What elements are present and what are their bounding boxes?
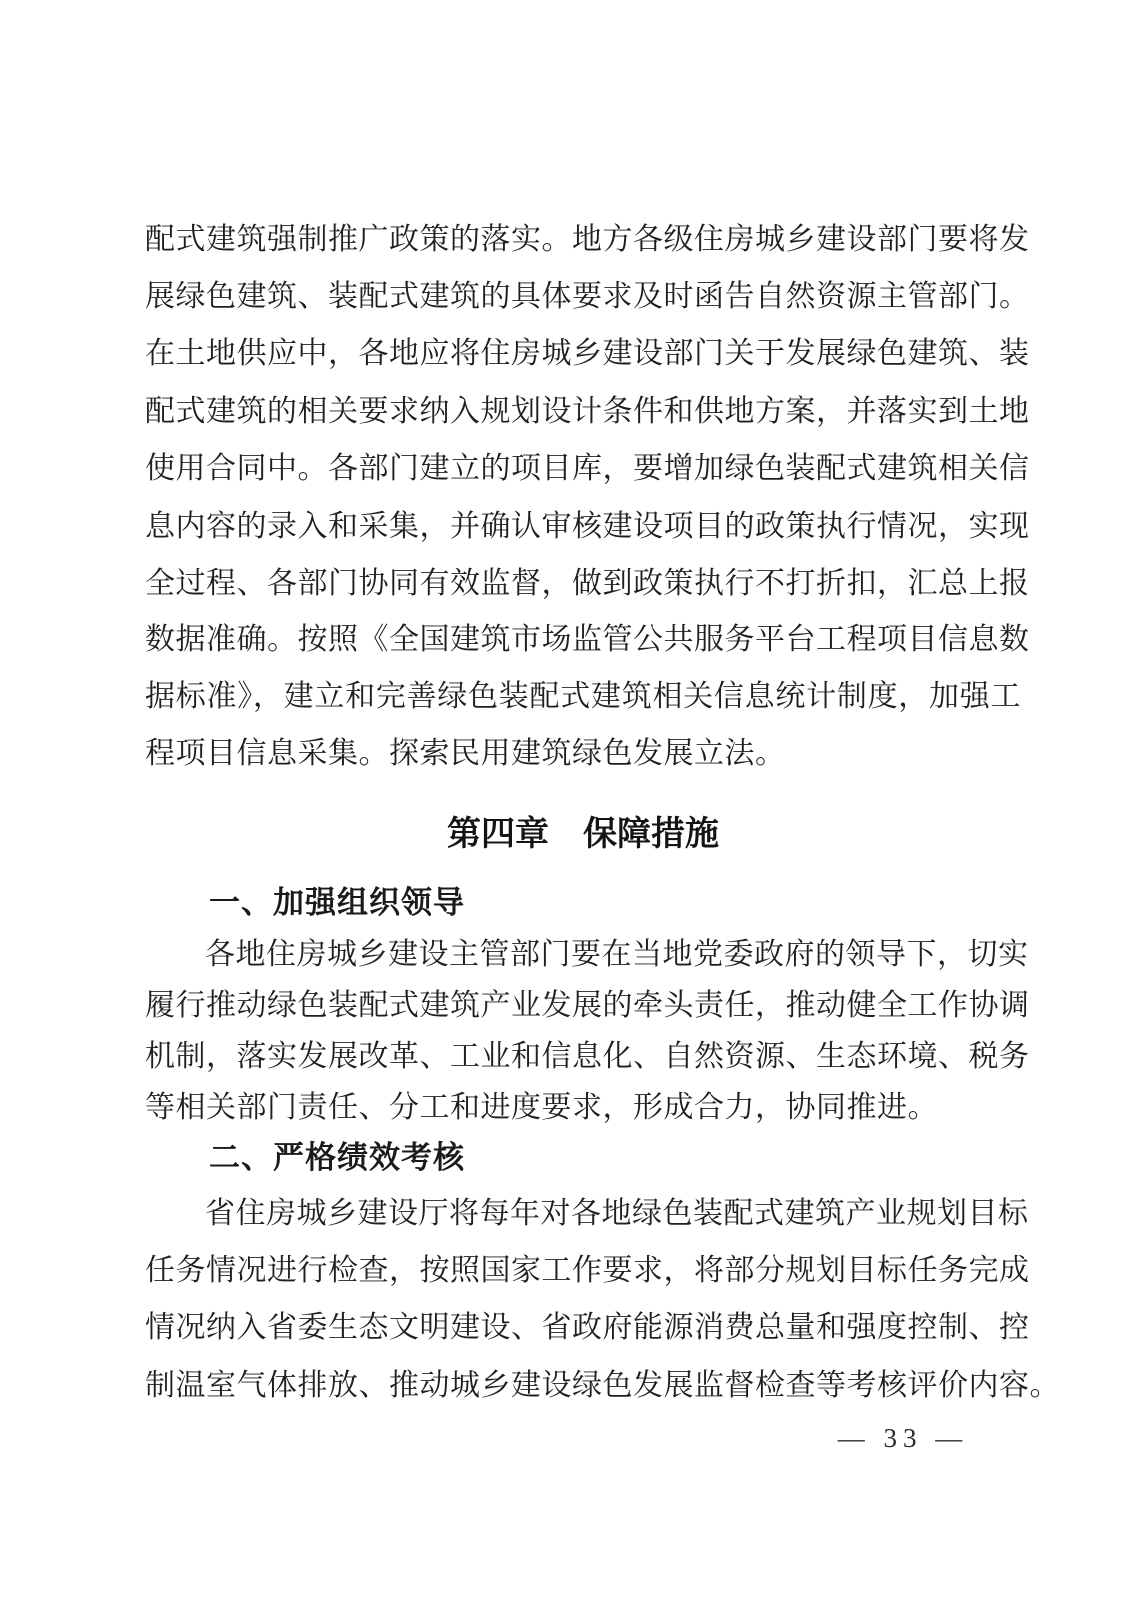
section-heading-2: 二、严格绩效考核 xyxy=(209,1140,465,1175)
body-line: 使用合同中。各部门建立的项目库，要增加绿色装配式建筑相关信 xyxy=(145,452,1030,485)
body-line: 配式建筑的相关要求纳入规划设计条件和供地方案，并落实到土地 xyxy=(145,395,1030,428)
chapter-heading: 第四章 保障措施 xyxy=(447,816,719,853)
body-line: 任务情况进行检查，按照国家工作要求，将部分规划目标任务完成 xyxy=(145,1254,1030,1287)
body-line: 省住房城乡建设厅将每年对各地绿色装配式建筑产业规划目标 xyxy=(205,1197,1029,1230)
body-line: 制温室气体排放、推动城乡建设绿色发展监督检查等考核评价内容。 xyxy=(145,1369,1060,1402)
body-line: 各地住房城乡建设主管部门要在当地党委政府的领导下，切实 xyxy=(205,938,1029,971)
body-line: 数据准确。按照《全国建筑市场监管公共服务平台工程项目信息数 xyxy=(145,623,1030,656)
page-number: — 33 — xyxy=(837,1423,969,1453)
body-line: 情况纳入省委生态文明建设、省政府能源消费总量和强度控制、控 xyxy=(145,1311,1030,1344)
section-heading-1: 一、加强组织领导 xyxy=(209,885,465,920)
body-line: 展绿色建筑、装配式建筑的具体要求及时函告自然资源主管部门。 xyxy=(145,280,1030,313)
body-line: 全过程、各部门协同有效监督，做到政策执行不打折扣，汇总上报 xyxy=(145,567,1030,600)
body-line: 在土地供应中，各地应将住房城乡建设部门关于发展绿色建筑、装 xyxy=(145,337,1030,370)
body-line: 履行推动绿色装配式建筑产业发展的牵头责任，推动健全工作协调 xyxy=(145,989,1030,1022)
body-line: 息内容的录入和采集，并确认审核建设项目的政策执行情况，实现 xyxy=(145,510,1030,543)
body-line: 配式建筑强制推广政策的落实。地方各级住房城乡建设部门要将发 xyxy=(145,223,1030,256)
body-line: 机制，落实发展改革、工业和信息化、自然资源、生态环境、税务 xyxy=(145,1040,1030,1073)
body-line: 程项目信息采集。探索民用建筑绿色发展立法。 xyxy=(145,737,786,770)
body-line: 等相关部门责任、分工和进度要求，形成合力，协同推进。 xyxy=(145,1091,938,1124)
body-line: 据标准》，建立和完善绿色装配式建筑相关信息统计制度，加强工 xyxy=(145,680,1021,713)
